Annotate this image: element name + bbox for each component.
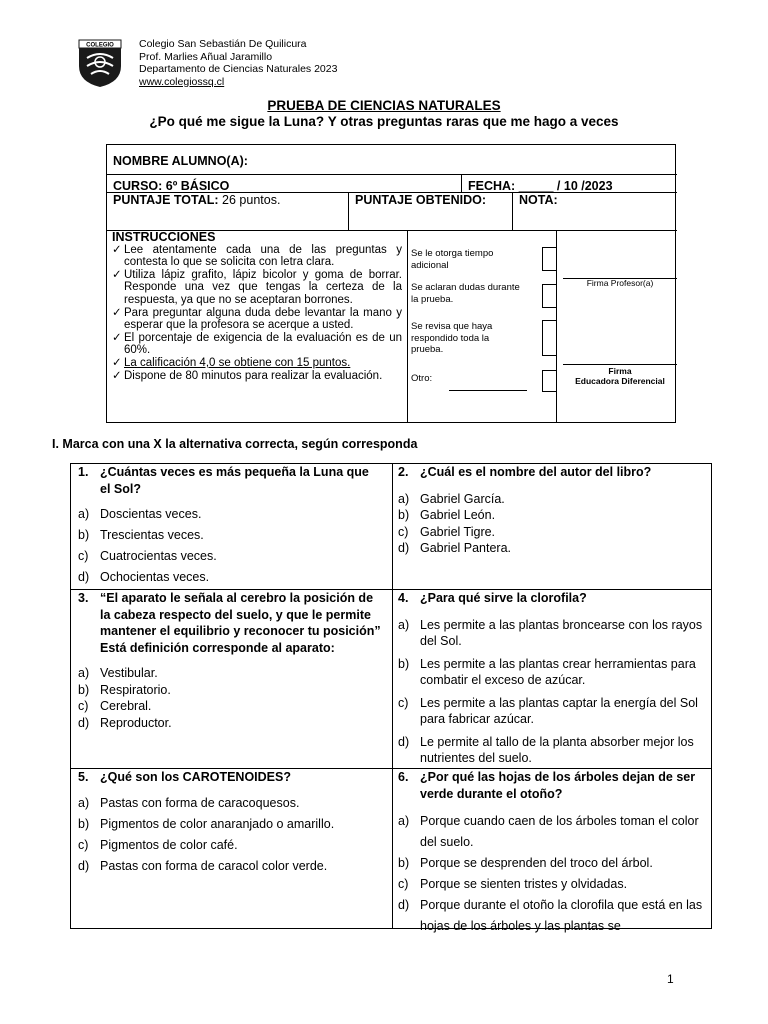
option-c[interactable]: c) Gabriel Tigre. xyxy=(398,524,496,539)
school-header xyxy=(139,38,337,88)
option-a[interactable]: a) Porque cuando caen de los árboles toman el color del suelo. xyxy=(398,814,699,849)
option-a[interactable]: a) Les permite a las plantas broncearse con los rayos del Sol. xyxy=(398,617,703,648)
school-crest-logo xyxy=(77,38,123,88)
question-4 xyxy=(398,590,706,767)
option-a[interactable]: a) Vestibular. xyxy=(78,666,158,680)
instruction-item: ✓ Utiliza lápiz grafito, lápiz bicolor y goma de borrar. Responde una vez que tengas la certeza de la respuesta, ya que no se aceptaran borrones. xyxy=(112,268,402,306)
option-b[interactable]: b) Les permite a las plantas crear herramientas para combatir el exceso de azúcar. xyxy=(398,656,696,687)
instruction-item: ✓ Lee atentamente cada una de las preguntas y contesta lo que se solicita con letra clara. xyxy=(112,243,402,269)
option-d[interactable]: d) Le permite al tallo de la planta absorber mejor los nutrientes del suelo. xyxy=(398,734,694,765)
page-number: 1 xyxy=(667,972,674,986)
school-name: Colegio San Sebastián De Quilicura xyxy=(139,38,307,50)
question-text: 6. ¿Por qué las hojas de los árboles dejan de ser verde durante el otoño? xyxy=(398,770,696,801)
question-1 xyxy=(78,464,378,586)
divider xyxy=(348,192,349,230)
question-3 xyxy=(78,590,384,731)
total-score-value: 26 puntos. xyxy=(222,193,281,207)
check-icon: ✓ xyxy=(112,356,122,369)
teacher-name: Prof. Marlies Añual Jaramillo xyxy=(139,50,273,63)
check-icon: ✓ xyxy=(112,331,122,344)
logo-text: COLEGIO xyxy=(86,42,114,49)
question-text: 4. ¿Para qué sirve la clorofila? xyxy=(398,591,587,605)
option-b[interactable]: b) Gabriel León. xyxy=(398,508,496,522)
option-d[interactable]: d) Reproductor. xyxy=(78,715,172,730)
instruction-item: ✓ Para preguntar alguna duda debe levantar la mano y esperar que la profesora se acerque a usted. xyxy=(112,306,402,332)
exam-subtitle: ¿Po qué me sigue la Luna? Y otras preguntas raras que me hago a veces xyxy=(149,114,619,129)
grade-mark-label: NOTA: xyxy=(519,193,558,207)
option-a[interactable]: a) Gabriel García. xyxy=(398,491,505,506)
total-score-key: PUNTAJE TOTAL: xyxy=(113,193,219,207)
instructions-list xyxy=(112,244,402,383)
checkbox-review[interactable] xyxy=(542,320,557,356)
option-b[interactable]: b) Respiratorio. xyxy=(78,682,171,697)
option-c[interactable]: c) Cuatrocientas veces. xyxy=(78,549,217,563)
option-d[interactable]: d) Ochocientas veces. xyxy=(78,570,210,584)
option-a[interactable]: a) Pastas con forma de caracoquesos. xyxy=(78,795,300,810)
instruction-item: ✓ Dispone de 80 minutos para realizar la evaluación. xyxy=(112,369,383,382)
instruction-item: ✓ El porcentaje de exigencia de la evaluación es de un 60%. xyxy=(112,331,402,357)
question-6 xyxy=(398,769,706,937)
question-2 xyxy=(398,464,706,557)
option-c[interactable]: c) Porque se sienten tristes y olvidadas. xyxy=(398,877,628,891)
instructions-title: INSTRUCCIONES xyxy=(112,230,216,244)
checkbox-extra-time[interactable] xyxy=(542,247,557,271)
question-5 xyxy=(78,769,384,874)
accommodation-doubts: Se aclaran dudas durante la prueba. xyxy=(411,282,520,305)
instructions-panel xyxy=(112,231,402,382)
question-text: 1. ¿Cuántas veces es más pequeña la Luna que el Sol? xyxy=(78,465,369,496)
total-score-label xyxy=(113,193,280,207)
school-website-link[interactable]: www.colegiossq.cl xyxy=(139,75,225,88)
checkbox-doubts[interactable] xyxy=(542,284,557,308)
option-d[interactable]: d) Porque durante el otoño la clorofila que está en las hojas de los árboles y las plantas se xyxy=(398,898,703,933)
question-text: 5. ¿Qué son los CAROTENOIDES? xyxy=(78,770,291,784)
divider xyxy=(407,230,408,422)
other-blank-line xyxy=(449,390,527,391)
accommodation-extra-time: Se le otorga tiempo adicional xyxy=(411,248,494,271)
educator-signature-label-1: Firma xyxy=(608,366,632,376)
divider xyxy=(392,464,393,928)
check-icon: ✓ xyxy=(112,268,122,281)
option-b[interactable]: b) Trescientas veces. xyxy=(78,528,204,542)
option-d[interactable]: d) Gabriel Pantera. xyxy=(398,541,512,555)
obtained-score-label: PUNTAJE OBTENIDO: xyxy=(355,193,487,207)
questions-table xyxy=(70,463,712,933)
student-name-label: NOMBRE ALUMNO(A): xyxy=(113,154,248,168)
exam-title: PRUEBA DE CIENCIAS NATURALES xyxy=(267,98,501,113)
divider xyxy=(512,192,513,230)
question-text: 2. ¿Cuál es el nombre del autor del libro? xyxy=(398,465,652,479)
check-icon: ✓ xyxy=(112,243,122,256)
accommodation-other: Otro: xyxy=(411,373,433,384)
option-c[interactable]: c) Les permite a las plantas captar la energía del Sol para fabricar azúcar. xyxy=(398,695,698,726)
checkbox-other[interactable] xyxy=(542,370,557,392)
educator-signature-label-2: Educadora Diferencial xyxy=(575,376,665,386)
educator-signature-line xyxy=(563,364,677,365)
grade-label: CURSO: 6º BÁSICO xyxy=(113,179,230,193)
department-name: Departamento de Ciencias Naturales 2023 xyxy=(139,63,338,75)
option-b[interactable]: b) Porque se desprenden del troco del árbol. xyxy=(398,856,653,870)
option-c[interactable]: c) Pigmentos de color café. xyxy=(78,837,238,852)
accommodation-review: Se revisa que haya respondido toda la prueba. xyxy=(411,321,493,355)
check-icon: ✓ xyxy=(112,306,122,319)
teacher-signature-label: Firma Profesor(a) xyxy=(586,278,654,288)
divider xyxy=(107,174,677,175)
option-c[interactable]: c) Cerebral. xyxy=(78,699,152,713)
instruction-item: ✓ La calificación 4,0 se obtiene con 15 puntos. xyxy=(112,356,351,369)
section-heading: I. Marca con una X la alternativa correcta, según corresponda xyxy=(52,437,418,451)
divider xyxy=(461,174,462,192)
option-b[interactable]: b) Pigmentos de color anaranjado o amarillo. xyxy=(78,816,335,831)
date-label: FECHA: _____ / 10 /2023 xyxy=(468,179,613,193)
option-d[interactable]: d) Pastas con forma de caracol color verde. xyxy=(78,858,328,873)
check-icon: ✓ xyxy=(112,369,122,382)
question-text: 3. “El aparato le señala al cerebro la posición de la cabeza respecto del suelo, y que le permite mantener el equilibrio y reconocer tu posición” Está definición corresponde al aparato: xyxy=(78,591,381,655)
student-info-box xyxy=(106,144,676,423)
option-a[interactable]: a) Doscientas veces. xyxy=(78,507,202,521)
